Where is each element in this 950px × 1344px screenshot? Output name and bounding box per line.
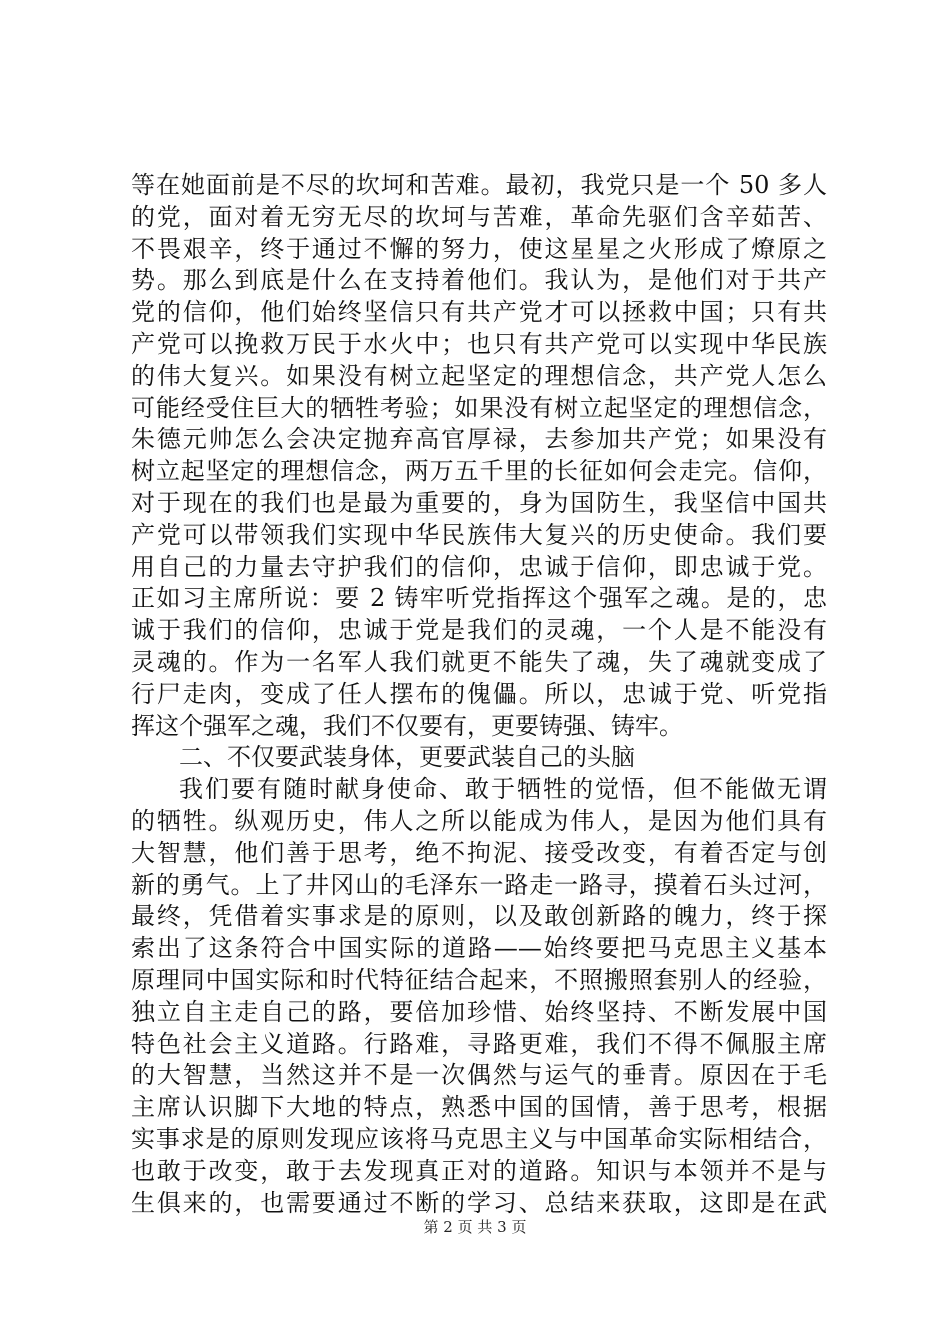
text-line: 主席认识脚下大地的特点，熟悉中国的国情，善于思考，根据 bbox=[131, 1093, 827, 1122]
section-heading: 二、不仅要武装身体，更要武装自己的头脑 bbox=[179, 743, 635, 772]
text-line: 的伟大复兴。如果没有树立起坚定的理想信念，共产党人怎么 bbox=[131, 361, 827, 390]
text-line: 的党，面对着无穷无尽的坎坷与苦难，革命先驱们含辛茹苦、 bbox=[131, 202, 827, 231]
text-line: 最终，凭借着实事求是的原则，以及敢创新路的魄力，终于探 bbox=[131, 902, 827, 931]
text-line: 生俱来的，也需要通过不断的学习、总结来获取，这即是在武 bbox=[131, 1188, 827, 1217]
text-line: 等在她面前是不尽的坎坷和苦难。最初，我党只是一个 50 多人 bbox=[131, 171, 827, 199]
text-line: 的牺牲。纵观历史，伟人之所以能成为伟人，是因为他们具有 bbox=[131, 806, 827, 835]
text-line: 势。那么到底是什么在支持着他们。我认为，是他们对于共产 bbox=[131, 266, 827, 295]
text-line: 不畏艰辛，终于通过不懈的努力，使这星星之火形成了燎原之 bbox=[131, 234, 827, 263]
text-line: 可能经受住巨大的牺牲考验；如果没有树立起坚定的理想信念， bbox=[131, 393, 827, 422]
body-text bbox=[131, 170, 827, 1219]
page-number-label: 第 2 页 共 3 页 bbox=[423, 1218, 527, 1236]
text-line: 正如习主席所说：要 2 铸牢听党指挥这个强军之魂。是的，忠 bbox=[131, 584, 827, 613]
text-line: 用自己的力量去守护我们的信仰，忠诚于信仰，即忠诚于党。 bbox=[131, 552, 827, 581]
text-line: 大智慧，他们善于思考，绝不拘泥、接受改变，有着否定与创 bbox=[131, 838, 827, 867]
text-line: 诚于我们的信仰，忠诚于党是我们的灵魂，一个人是不能没有 bbox=[131, 616, 827, 645]
text-line: 产党可以挽救万民于水火中；也只有共产党可以实现中华民族 bbox=[131, 329, 827, 358]
text-line: 实事求是的原则发现应该将马克思主义与中国革命实际相结合， bbox=[131, 1124, 827, 1153]
text-line: 产党可以带领我们实现中华民族伟大复兴的历史使命。我们要 bbox=[131, 520, 827, 549]
text-line: 原理同中国实际和时代特征结合起来，不照搬照套别人的经验， bbox=[131, 965, 827, 994]
text-line: 新的勇气。上了井冈山的毛泽东一路走一路寻，摸着石头过河， bbox=[131, 870, 827, 899]
text-line: 朱德元帅怎么会决定抛弃高官厚禄，去参加共产党；如果没有 bbox=[131, 425, 827, 454]
text-line: 挥这个强军之魂，我们不仅要有，更要铸强、铸牢。 bbox=[131, 711, 683, 740]
text-line: 党的信仰，他们始终坚信只有共产党才可以拯救中国；只有共 bbox=[131, 298, 827, 327]
text-line: 树立起坚定的理想信念，两万五千里的长征如何会走完。信仰， bbox=[131, 457, 827, 486]
text-line: 行尸走肉，变成了任人摆布的傀儡。所以，忠诚于党、听党指 bbox=[131, 679, 827, 708]
page-footer bbox=[0, 1217, 950, 1237]
text-line: 灵魂的。作为一名军人我们就更不能失了魂，失了魂就变成了 bbox=[131, 647, 827, 676]
text-line: 索出了这条符合中国实际的道路——始终要把马克思主义基本 bbox=[131, 934, 827, 963]
text-line: 独立自主走自己的路，要倍加珍惜、始终坚持、不断发展中国 bbox=[131, 997, 827, 1026]
text-line: 特色社会主义道路。行路难，寻路更难，我们不得不佩服主席 bbox=[131, 1029, 827, 1058]
text-line: 的大智慧，当然这并不是一次偶然与运气的垂青。原因在于毛 bbox=[131, 1061, 827, 1090]
text-line: 也敢于改变，敢于去发现真正对的道路。知识与本领并不是与 bbox=[131, 1156, 827, 1185]
text-line: 我们要有随时献身使命、敢于牺牲的觉悟，但不能做无谓 bbox=[179, 775, 827, 804]
text-line: 对于现在的我们也是最为重要的，身为国防生，我坚信中国共 bbox=[131, 488, 827, 517]
